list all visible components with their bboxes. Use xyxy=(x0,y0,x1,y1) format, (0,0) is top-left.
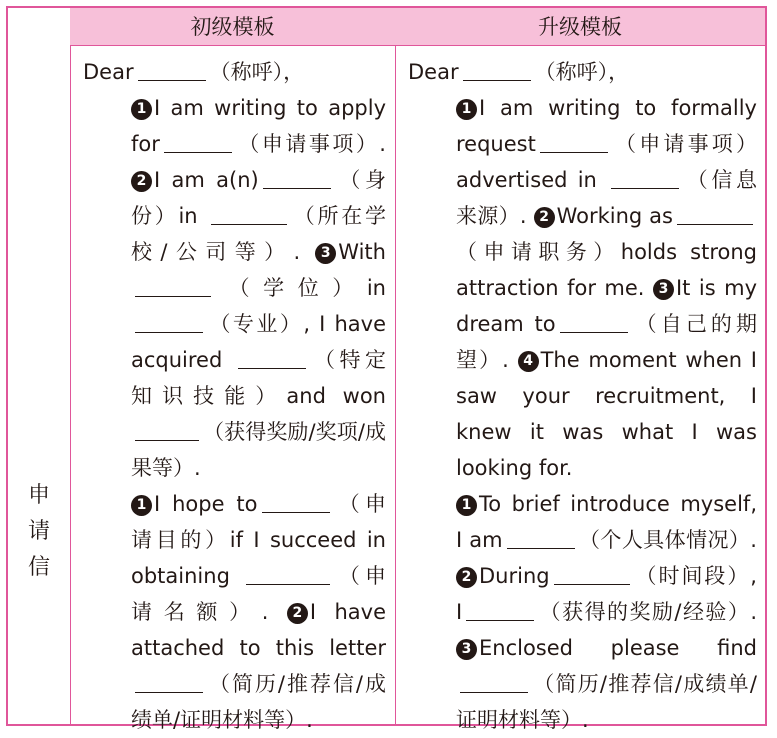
sentence-hint: （身份）in xyxy=(131,168,386,228)
column-divider-middle xyxy=(395,8,396,724)
number-badge: 1 xyxy=(131,495,152,516)
greeting-hint: （称呼）， xyxy=(209,60,305,84)
fill-blank xyxy=(262,490,330,513)
fill-blank xyxy=(135,310,203,333)
number-badge: 2 xyxy=(456,567,477,588)
fill-blank xyxy=(211,202,287,225)
basic-paragraph-2 xyxy=(83,486,386,738)
sentence-hint: （所在学校/公司等）. xyxy=(131,204,386,264)
advanced-greeting xyxy=(408,54,757,90)
sentence-text: The moment when I saw your recruitment, I knew it was what I was looking for. xyxy=(456,348,757,480)
fill-blank xyxy=(164,130,232,153)
advanced-paragraph-2 xyxy=(408,486,757,738)
sentence-text: To brief introduce myself, I am xyxy=(456,492,757,552)
number-badge: 1 xyxy=(131,99,152,120)
fill-blank xyxy=(263,166,331,189)
sentence-hint: （获得的奖励/经验）. xyxy=(538,600,757,624)
sentence-text: I hope to xyxy=(154,492,258,516)
sentence-hint: （简历/推荐信/成绩单/证明材料等）. xyxy=(131,672,386,732)
row-label-char: 信 xyxy=(27,555,50,580)
sentence-hint: （申请名额）. xyxy=(131,564,386,624)
basic-paragraph-1 xyxy=(83,90,386,486)
number-badge: 1 xyxy=(456,495,477,516)
row-label-char: 请 xyxy=(27,519,50,544)
sentence-hint: （申请事项）advertised in xyxy=(456,132,757,192)
fill-blank xyxy=(246,562,330,585)
header-advanced-template: 升级模板 xyxy=(395,8,765,46)
fill-blank xyxy=(611,166,679,189)
fill-blank xyxy=(507,526,575,549)
sentence-hint: （申请目的）if I succeed in obtaining xyxy=(131,492,386,588)
sentence-hint: （申请事项）. xyxy=(235,132,386,156)
sentence-hint: （自己的期望）. xyxy=(456,312,757,372)
sentence-text: I am writing to formally request xyxy=(456,96,757,156)
sentence-text: It is my dream to xyxy=(456,276,757,336)
sentence-text: Working as xyxy=(556,204,673,228)
number-badge: 4 xyxy=(518,351,539,372)
fill-blank xyxy=(135,418,199,441)
number-badge: 3 xyxy=(315,243,336,264)
sentence-text: I am a(n) xyxy=(154,168,259,192)
fill-blank xyxy=(540,130,608,153)
sentence-hint: （专业）, I have acquired xyxy=(131,312,386,372)
fill-blank xyxy=(677,202,753,225)
basic-template-cell xyxy=(72,46,394,738)
number-badge: 1 xyxy=(456,99,477,120)
advanced-template-cell xyxy=(397,46,765,738)
header-basic-template: 初级模板 xyxy=(70,8,395,46)
sentence-hint: （学位）in xyxy=(215,276,386,300)
basic-greeting xyxy=(83,54,386,90)
number-badge: 3 xyxy=(653,279,674,300)
row-label-char: 申 xyxy=(27,483,50,508)
greeting-text: Dear xyxy=(408,60,459,84)
fill-blank xyxy=(135,274,211,297)
number-badge: 2 xyxy=(287,603,308,624)
column-divider-label xyxy=(70,8,71,724)
number-badge: 2 xyxy=(534,207,555,228)
sentence-hint: （获得奖励/奖项/成果等）. xyxy=(131,420,386,480)
sentence-hint: （特定知识技能）and won xyxy=(131,348,386,408)
advanced-paragraph-1 xyxy=(408,90,757,486)
sentence-text: I am writing to apply for xyxy=(131,96,386,156)
sentence-text: With xyxy=(338,240,386,264)
fill-blank xyxy=(554,562,630,585)
number-badge: 3 xyxy=(456,639,477,660)
row-label-application-letter xyxy=(8,478,70,586)
sentence-hint: （申请职务）holds strong attraction for me. xyxy=(456,240,757,300)
sentence-hint: （信息来源）. xyxy=(456,168,757,228)
fill-blank xyxy=(560,310,628,333)
sentence-hint: （个人具体情况）. xyxy=(578,528,757,552)
fill-blank xyxy=(463,58,531,81)
fill-blank xyxy=(466,598,534,621)
greeting-text: Dear xyxy=(83,60,134,84)
sentence-text: During xyxy=(479,564,550,588)
greeting-hint: （称呼）， xyxy=(534,60,630,84)
sentence-text: I have attached to this letter xyxy=(131,600,386,660)
number-badge: 2 xyxy=(131,171,152,192)
fill-blank xyxy=(135,670,203,693)
application-letter-table xyxy=(6,6,767,732)
sentence-text: Enclosed please find xyxy=(479,636,757,660)
fill-blank xyxy=(460,670,528,693)
sentence-hint: （简历/推荐信/成绩单/证明材料等）. xyxy=(456,672,757,732)
sentence-hint: （时间段）, I xyxy=(456,564,757,624)
fill-blank xyxy=(138,58,206,81)
fill-blank xyxy=(238,346,306,369)
